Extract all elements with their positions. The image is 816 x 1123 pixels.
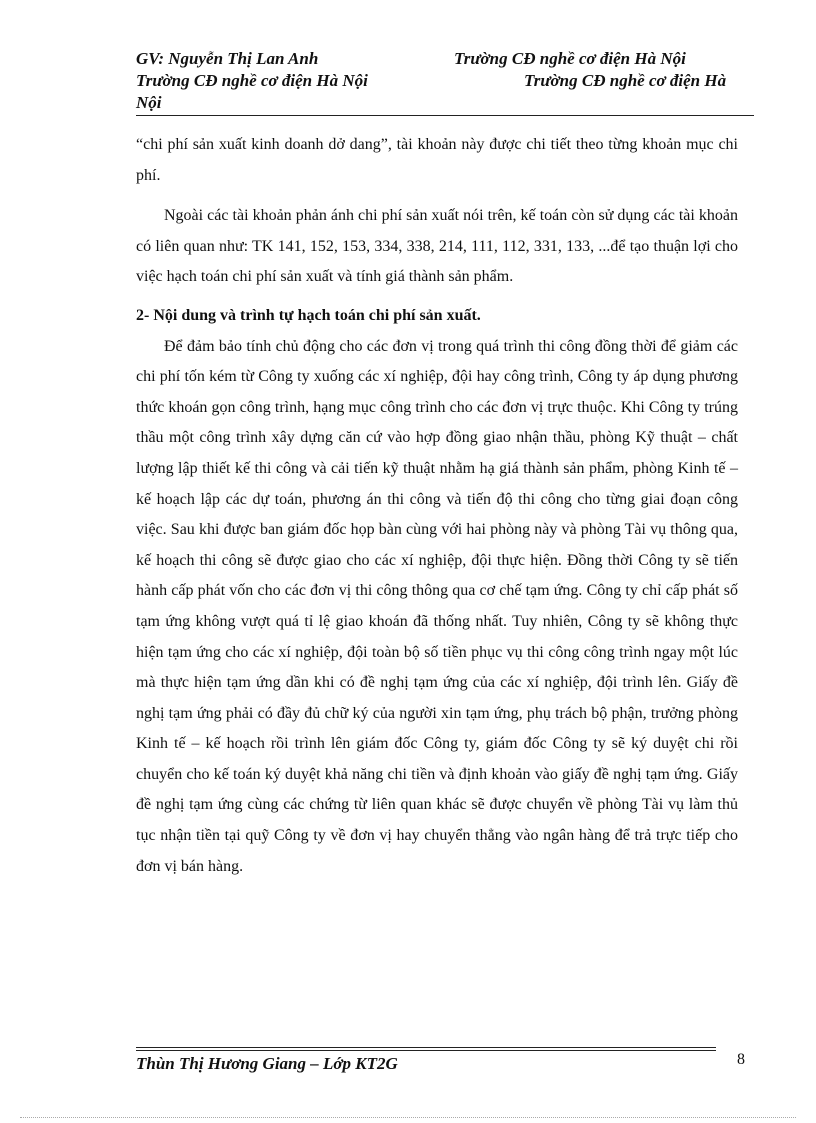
header-line-1	[136, 48, 756, 70]
page-bottom-border	[20, 1117, 796, 1118]
footer-divider-top	[136, 1047, 716, 1048]
section-heading: 2- Nội dung và trình tự hạch toán chi phí sản xuất.	[136, 306, 481, 324]
teacher-name: GV: Nguyễn Thị Lan Anh	[136, 49, 319, 68]
school-name-wrap: Nội	[136, 93, 162, 112]
school-name-right-2: Trường CĐ nghề cơ điện Hà	[524, 71, 727, 90]
header-line-2	[136, 70, 756, 92]
footer-divider-bottom	[136, 1050, 716, 1051]
school-name-right: Trường CĐ nghề cơ điện Hà Nội	[454, 49, 686, 68]
paragraph-2: Ngoài các tài khoản phản ánh chi phí sản xuất nói trên, kế toán còn sử dụng các tài khoản có liên quan như: TK 141, 152, 153, 334, 338, 214, 111, 112, 331, 133, ...để tạo thuận lợi cho việc hạch toán chi phí sản xuất và tính giá thành sản phẩm.	[136, 207, 738, 286]
paragraph-3: Để đảm bảo tính chủ động cho các đơn vị trong quá trình thi công đồng thời để giảm các chi phí tốn kém từ Công ty xuống các xí nghiệp, đội hay công trình, Công ty áp dụng phương thức khoán gọn công trình, hạng mục công trình cho các đơn vị trực thuộc. Khi Công ty trúng thầu một công trình xây dựng căn cứ vào hợp đồng giao nhận thầu, phòng Kỹ thuật – chất lượng lập thiết kế thi công và cải tiến kỹ thuật nhằm hạ giá thành sản phẩm, phòng Kinh tế – kế hoạch lập các dự toán, phương án thi công và tiến độ thi công cho từng giai đoạn công việc. Sau khi được ban giám đốc họp bàn cùng với hai phòng này và phòng Tài vụ thông qua, kế hoạch thi công sẽ được giao cho các xí nghiệp, đội thực hiện. Đồng thời Công ty sẽ tiến hành cấp phát vốn cho các đơn vị thi công thông qua cơ chế tạm ứng. Công ty chỉ cấp phát số tạm ứng không vượt quá tỉ lệ giao khoán đã thống nhất. Tuy nhiên, Công ty sẽ không thực hiện tạm ứng cho các xí nghiệp, đội toàn bộ số tiền phục vụ thi công công trình ngay một lúc mà thực hiện tạm ứng dần khi có đề nghị tạm ứng của các xí nghiệp, đội trình lên. Giấy đề nghị tạm ứng phải có đầy đủ chữ ký của người xin tạm ứng, phụ trách bộ phận, trưởng phòng Kinh tế – kế hoạch rồi trình lên giám đốc Công ty, giám đốc Công ty sẽ ký duyệt chi rồi chuyển cho kế toán ký duyệt khả năng chi tiền và định khoản vào giấy đề nghị tạm ứng. Giấy đề nghị tạm ứng cùng các chứng từ liên quan khác sẽ được chuyển về phòng Tài vụ làm thủ tục nhận tiền tại quỹ Công ty về đơn vị hay chuyển thẳng vào ngân hàng để trả trực tiếp cho đơn vị bán hàng.	[136, 337, 738, 875]
footer-author: Thùn Thị Hương Giang – Lớp KT2G	[136, 1054, 398, 1073]
school-name-left: Trường CĐ nghề cơ điện Hà Nội	[136, 71, 368, 90]
page-number: 8	[737, 1051, 745, 1068]
document-body	[136, 130, 738, 882]
header-divider	[136, 115, 754, 116]
page-header	[136, 48, 756, 114]
header-line-3	[136, 92, 756, 114]
paragraph-1: “chi phí sản xuất kinh doanh dở dang”, tài khoản này được chi tiết theo từng khoản mục chi phí.	[136, 136, 738, 184]
